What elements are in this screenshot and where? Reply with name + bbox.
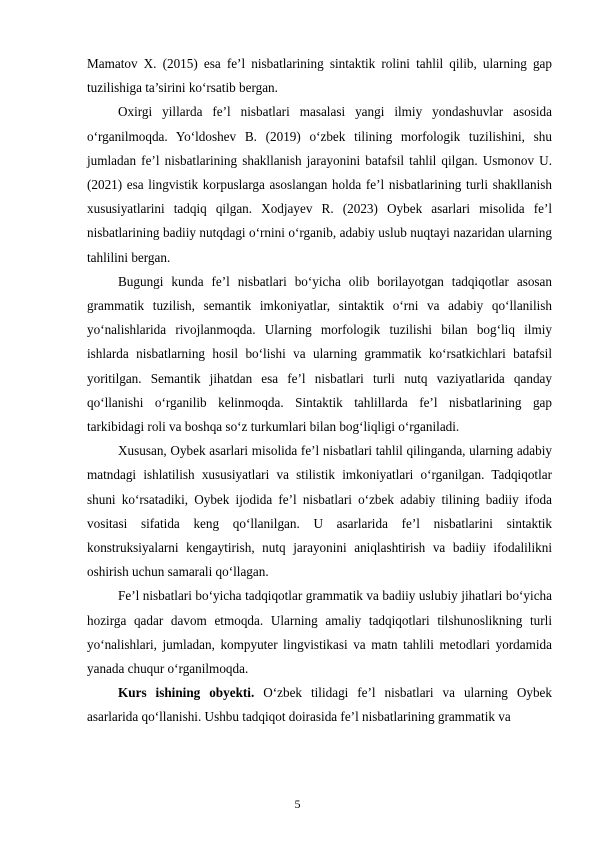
paragraph-2: Oxirgi yillarda fe’l nisbatlari masalasi yangi ilmiy yondashuvlar asosida o‘rganilmoqda. Yo‘ldoshev B. (2019) o‘zbek tilining morfologik tuzilishini, shu jumladan fe’l nisbatlarining shakllanish jarayonini batafsil tahlil qilgan. Usmonov U. (2021) esa lingvistik korpuslarga asoslangan holda fe’l nisbatlarining turli shakllanish xususiyatlarini tadqiq qilgan. Xodjayev R. (2023) Oybek asarlari misolida fe’l nisbatlarining badiiy nutqdagi o‘rnini o‘rganib, adabiy uslub nuqtayi nazaridan ularning tahlilini bergan.: [87, 104, 552, 265]
paragraph-1: Mamatov X. (2015) esa fe’l nisbatlarining sintaktik rolini tahlil qilib, ularning gap tuzilishiga ta’sirini ko‘rsatib bergan.: [87, 56, 552, 96]
page-number: 5: [294, 797, 301, 811]
paragraph-4: Xususan, Oybek asarlari misolida fe’l nisbatlari tahlil qilinganda, ularning adabiy matndagi ishlatilish xususiyatlari va stilistik imkoniyatlari o‘rganilgan. Tadqiqotlar shuni ko‘rsatadiki, Oybek ijodida fe’l nisbatlari o‘zbek adabiy tilining badiiy ifoda vositasi sifatida keng qo‘llanilgan. U asarlarida fe’l nisbatlarini sintaktik konstruksiyalarni kengaytirish, nutq jarayonini aniqlashtirish va badiiy ifodalilikni oshirish uchun samarali qo‘llagan.: [87, 443, 552, 580]
course-object-text: O‘zbek tilidagi fe’l nisbatlari va ularning Oybek asarlarida qo‘llanishi. Ushbu tadqiqot doirasida fe’l nisbatlarining grammatik va: [87, 685, 552, 725]
paragraph-5: Fe’l nisbatlari bo‘yicha tadqiqotlar grammatik va badiiy uslubiy jihatlari bo‘yicha hozirga qadar davom etmoqda. Ularning amaliy tadqiqotlari tilshunoslikning turli yo‘nalishlari, jumladan, kompyuter lingvistikasi va matn tahlili metodlari yordamida yanada chuqur o‘rganilmoqda.: [87, 588, 552, 677]
paragraph-course-object: [87, 681, 552, 729]
course-object-heading: Kurs ishining obyekti.: [118, 685, 255, 701]
paragraph-3: Bugungi kunda fe’l nisbatlari bo‘yicha olib borilayotgan tadqiqotlar asosan grammatik tuzilish, semantik imkoniyatlar, sintaktik o‘rni va adabiy qo‘llanilish yo‘nalishlarida rivojlanmoqda. Ularning morfologik tuzilishi bilan bog‘liq ilmiy ishlarda nisbatlarning hosil bo‘lishi va ularning grammatik ko‘rsatkichlari batafsil yoritilgan. Semantik jihatdan esa fe’l nisbatlari turli nutq vaziyatlarida qanday qo‘llanishi o‘rganilib kelinmoqda. Sintaktik tahlillarda fe’l nisbatlarining gap tarkibidagi roli va boshqa so‘z turkumlari bilan bog‘liqligi o‘rganiladi.: [87, 273, 552, 435]
document-body: [87, 52, 552, 730]
